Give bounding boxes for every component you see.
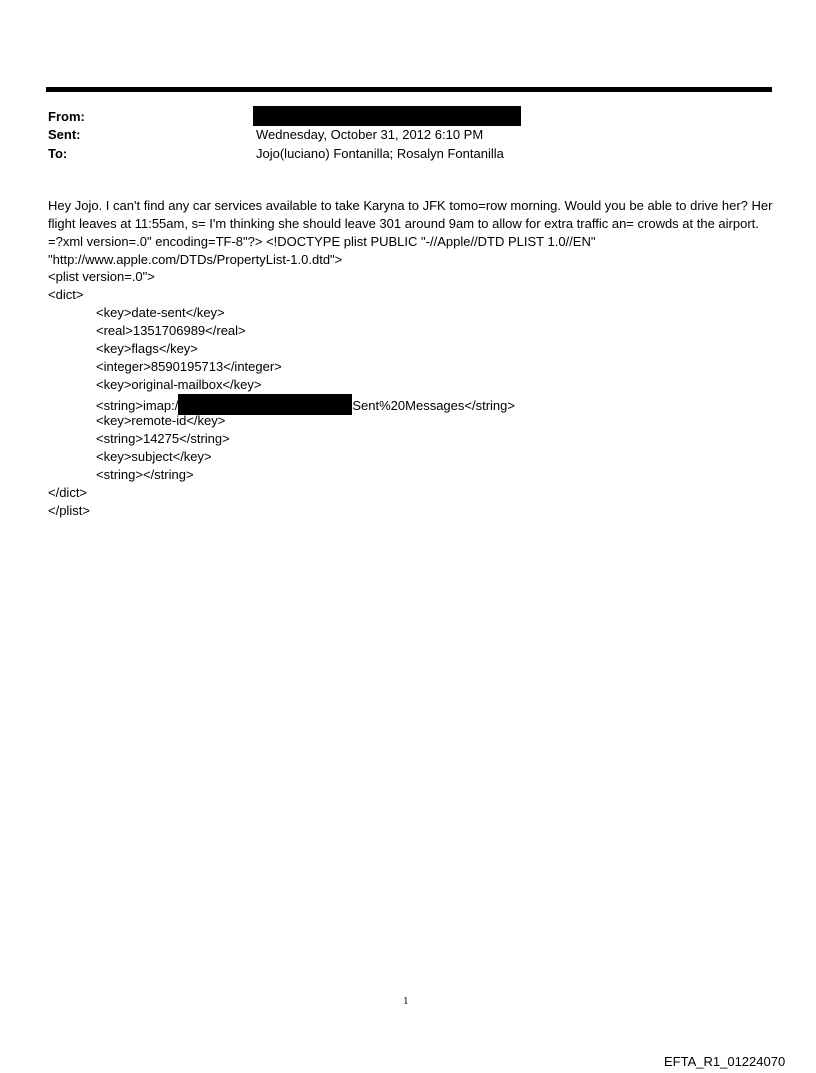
header-rule <box>46 87 772 92</box>
sent-label: Sent: <box>48 127 81 142</box>
imap-prefix: <string>imap:/ <box>96 398 179 413</box>
plist-block <box>48 268 515 520</box>
plist-line: <string>14275</string> <box>96 431 230 446</box>
plist-line: </dict> <box>48 485 88 500</box>
plist-line: <dict> <box>48 287 84 302</box>
plist-line: <key>original-mailbox</key> <box>96 377 262 392</box>
bates-stamp: EFTA_R1_01224070 <box>664 1054 786 1069</box>
message-paragraph: Hey Jojo. I can't find any car services available to take Karyna to JFK tomo=row morning. Would you be able to drive her? Her flight leaves at 11:55am, s= I'm thinking she should leave 301 around 9am to allow for extra traffic an= crowds at the airport. =?xml version=.0" encoding=TF-8"?> <!DOCTYPE plist PUBLIC "-//Apple//DTD PLIST 1.0//EN" "http://www.apple.com/DTDs/PropertyList-1.0.dtd"> <box>48 198 773 267</box>
plist-line: <key>date-sent</key> <box>96 305 225 320</box>
plist-line: </plist> <box>48 503 90 518</box>
sent-value: Wednesday, October 31, 2012 6:10 PM <box>256 127 484 142</box>
page-number: 1 <box>403 995 409 1007</box>
plist-line: <real>1351706989</real> <box>96 323 246 338</box>
plist-line: <key>subject</key> <box>96 449 212 464</box>
from-redaction <box>253 106 521 126</box>
plist-line-imap <box>48 394 515 412</box>
to-label: To: <box>48 146 68 161</box>
from-label: From: <box>48 109 85 124</box>
to-value: Jojo(luciano) Fontanilla; Rosalyn Fontanilla <box>256 146 504 161</box>
plist-line: <plist version=.0"> <box>48 269 155 284</box>
plist-line: <string></string> <box>96 467 194 482</box>
imap-suffix: Sent%20Messages</string> <box>352 398 515 413</box>
plist-line: <integer>8590195713</integer> <box>96 359 282 374</box>
message-body <box>48 197 774 269</box>
plist-line: <key>remote-id</key> <box>96 413 226 428</box>
plist-line: <key>flags</key> <box>96 341 198 356</box>
